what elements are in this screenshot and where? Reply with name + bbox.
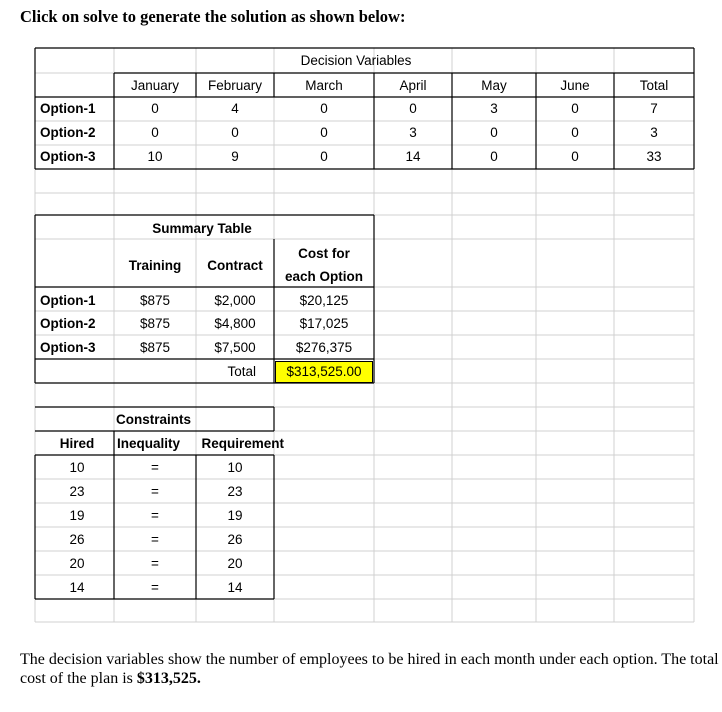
summary-total-label: Total: [227, 364, 256, 379]
constraint-hired: 20: [69, 556, 85, 571]
summary-row-label: Option-3: [40, 340, 96, 355]
constraint-requirement: 20: [227, 556, 243, 571]
decision-value: 0: [490, 149, 498, 164]
summary-training: $875: [139, 340, 171, 355]
summary-total-value: $313,525.00: [286, 364, 362, 379]
summary-title: Summary Table: [152, 221, 252, 236]
decision-value: 0: [231, 125, 239, 140]
constraint-sign: =: [151, 460, 159, 475]
decision-value: 3: [409, 125, 417, 140]
constraint-requirement: 10: [227, 460, 243, 475]
summary-col-cost-line1: Cost for: [298, 246, 350, 261]
decision-value: 0: [151, 101, 159, 116]
decision-value: 0: [320, 149, 328, 164]
decision-value: 3: [490, 101, 498, 116]
constraint-sign: =: [151, 556, 159, 571]
col-header-june: June: [560, 78, 590, 93]
decision-row-label: Option-1: [40, 101, 96, 116]
decision-value: 14: [405, 149, 421, 164]
constraints-col-inequality: Inequality: [117, 436, 181, 451]
summary-cost: $17,025: [299, 316, 349, 331]
col-header-january: January: [130, 78, 180, 93]
summary-cost: $20,125: [299, 293, 349, 308]
constraint-hired: 26: [69, 532, 85, 547]
constraints-col-hired: Hired: [59, 436, 95, 451]
summary-row-label: Option-2: [40, 316, 96, 331]
summary-training: $875: [139, 316, 171, 331]
decision-title: Decision Variables: [300, 53, 412, 68]
summary-contract: $2,000: [214, 293, 256, 308]
decision-value: 10: [147, 149, 163, 164]
constraint-sign: =: [151, 580, 159, 595]
decision-value: 0: [571, 125, 579, 140]
requirement-visible-text: Requirement: [201, 436, 284, 451]
decision-value: 9: [231, 149, 239, 164]
constraint-requirement: 19: [227, 508, 243, 523]
summary-training: $875: [139, 293, 171, 308]
decision-value: 0: [409, 101, 417, 116]
constraint-hired: 23: [69, 484, 85, 499]
constraint-requirement: 14: [227, 580, 243, 595]
constraint-sign: =: [151, 532, 159, 547]
col-header-march: March: [305, 78, 343, 93]
constraint-requirement: 23: [227, 484, 243, 499]
decision-value: 33: [646, 149, 662, 164]
conclusion-amount: $313,525.: [136, 670, 201, 687]
col-header-february: February: [207, 78, 263, 93]
decision-value: 0: [151, 125, 159, 140]
summary-contract: $4,800: [214, 316, 256, 331]
summary-col-contract: Contract: [207, 258, 263, 273]
summary-col-training: Training: [128, 258, 182, 273]
summary-col-cost-line2: each Option: [284, 269, 363, 284]
decision-value: 3: [650, 125, 658, 140]
decision-value: 0: [320, 101, 328, 116]
col-header-may: May: [481, 78, 507, 93]
constraints-col-requirement: [201, 435, 284, 453]
col-header-total: Total: [639, 78, 669, 93]
decision-value: 7: [650, 101, 658, 116]
constraint-sign: =: [151, 484, 159, 499]
decision-value: 0: [571, 149, 579, 164]
summary-contract: $7,500: [214, 340, 256, 355]
constraint-sign: =: [151, 508, 159, 523]
decision-row-label: Option-3: [40, 149, 96, 164]
constraint-hired: 14: [69, 580, 85, 595]
constraint-hired: 10: [69, 460, 85, 475]
decision-value: 0: [490, 125, 498, 140]
intro-heading: Click on solve to generate the solution as shown below:: [20, 7, 406, 26]
constraint-hired: 19: [69, 508, 85, 523]
decision-value: 0: [571, 101, 579, 116]
summary-cost: $276,375: [295, 340, 353, 355]
decision-value: 4: [231, 101, 239, 116]
decision-value: 0: [320, 125, 328, 140]
col-header-april: April: [399, 78, 427, 93]
conclusion-text: The decision variables show the number of employees to be hired in each month under each option. The total cost of the plan is: [20, 651, 719, 687]
constraint-requirement: 26: [227, 532, 243, 547]
summary-row-label: Option-1: [40, 293, 96, 308]
decision-row-label: Option-2: [40, 125, 96, 140]
conclusion-paragraph: [20, 650, 720, 688]
constraints-title: Constraints: [116, 412, 192, 427]
